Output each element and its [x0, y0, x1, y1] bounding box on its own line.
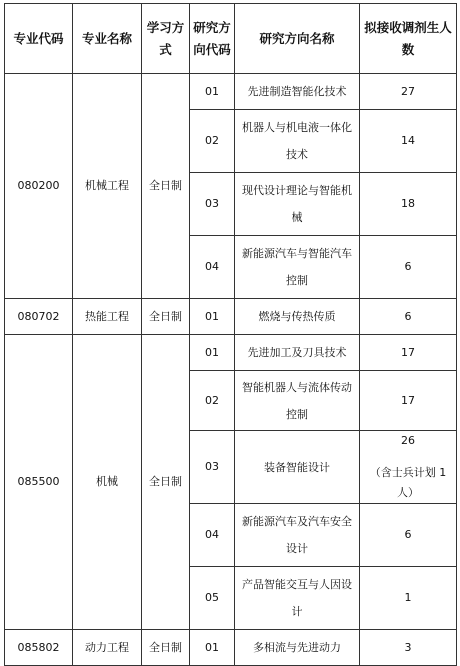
quota-value: 26	[401, 434, 415, 447]
major-name-cell: 热能工程	[73, 299, 142, 335]
major-name-cell: 机械	[73, 335, 142, 630]
direction-name-cell: 机器人与机电液一体化技术	[235, 110, 360, 173]
direction-code-cell: 01	[190, 74, 235, 110]
direction-code-cell: 02	[190, 110, 235, 173]
study-mode-cell: 全日制	[142, 299, 190, 335]
direction-code-cell: 02	[190, 371, 235, 431]
quota-cell	[360, 335, 457, 371]
quota-cell	[360, 236, 457, 299]
study-mode-cell: 全日制	[142, 335, 190, 630]
direction-code-cell: 03	[190, 173, 235, 236]
header-direction-name: 研究方向名称	[235, 4, 360, 74]
direction-name-cell: 燃烧与传热传质	[235, 299, 360, 335]
quota-cell	[360, 504, 457, 567]
table-row	[5, 299, 457, 335]
quota-value: 6	[404, 528, 412, 541]
study-mode-cell: 全日制	[142, 74, 190, 299]
major-code-cell: 085500	[5, 335, 73, 630]
direction-code-cell: 04	[190, 504, 235, 567]
direction-name-cell: 多相流与先进动力	[235, 630, 360, 666]
header-direction-code: 研究方向代码	[190, 4, 235, 74]
quota-value: 18	[401, 197, 415, 210]
major-name-cell: 机械工程	[73, 74, 142, 299]
direction-name-cell: 先进加工及刀具技术	[235, 335, 360, 371]
header-major-code: 专业代码	[5, 4, 73, 74]
quota-value: 1	[404, 591, 412, 604]
direction-code-cell: 05	[190, 567, 235, 630]
header-study-mode: 学习方式	[142, 4, 190, 74]
quota-value: 27	[401, 84, 415, 98]
quota-cell	[360, 110, 457, 173]
study-mode-cell: 全日制	[142, 630, 190, 666]
table-row	[5, 630, 457, 666]
quota-value: 14	[401, 134, 415, 147]
quota-cell	[360, 431, 457, 504]
direction-name-cell: 先进制造智能化技术	[235, 74, 360, 110]
table-body	[5, 4, 457, 666]
header-major-name: 专业名称	[73, 4, 142, 74]
direction-code-cell: 03	[190, 431, 235, 504]
header-row	[5, 4, 457, 74]
quota-note: （含士兵计划 1 人）	[369, 466, 447, 499]
quota-cell	[360, 567, 457, 630]
quota-value: 6	[404, 260, 412, 273]
quota-cell	[360, 74, 457, 110]
direction-code-cell: 04	[190, 236, 235, 299]
table-row	[5, 335, 457, 371]
table-row	[5, 74, 457, 110]
quota-value: 6	[404, 309, 412, 323]
quota-value: 17	[401, 393, 415, 407]
quota-cell	[360, 173, 457, 236]
direction-code-cell: 01	[190, 630, 235, 666]
major-code-cell: 085802	[5, 630, 73, 666]
quota-value: 17	[401, 345, 415, 359]
quota-value: 3	[404, 640, 412, 654]
direction-name-cell: 装备智能设计	[235, 431, 360, 504]
header-quota: 拟接收调剂生人数	[360, 4, 457, 74]
major-code-cell: 080200	[5, 74, 73, 299]
direction-name-cell: 智能机器人与流体传动控制	[235, 371, 360, 431]
direction-name-cell: 现代设计理论与智能机械	[235, 173, 360, 236]
direction-name-cell: 新能源汽车与智能汽车控制	[235, 236, 360, 299]
major-code-cell: 080702	[5, 299, 73, 335]
direction-name-cell: 产品智能交互与人因设计	[235, 567, 360, 630]
quota-cell	[360, 299, 457, 335]
major-name-cell: 动力工程	[73, 630, 142, 666]
direction-name-cell: 新能源汽车及汽车安全设计	[235, 504, 360, 567]
adjustment-quota-table	[4, 3, 457, 666]
direction-code-cell: 01	[190, 335, 235, 371]
quota-cell	[360, 630, 457, 666]
direction-code-cell: 01	[190, 299, 235, 335]
quota-cell	[360, 371, 457, 431]
